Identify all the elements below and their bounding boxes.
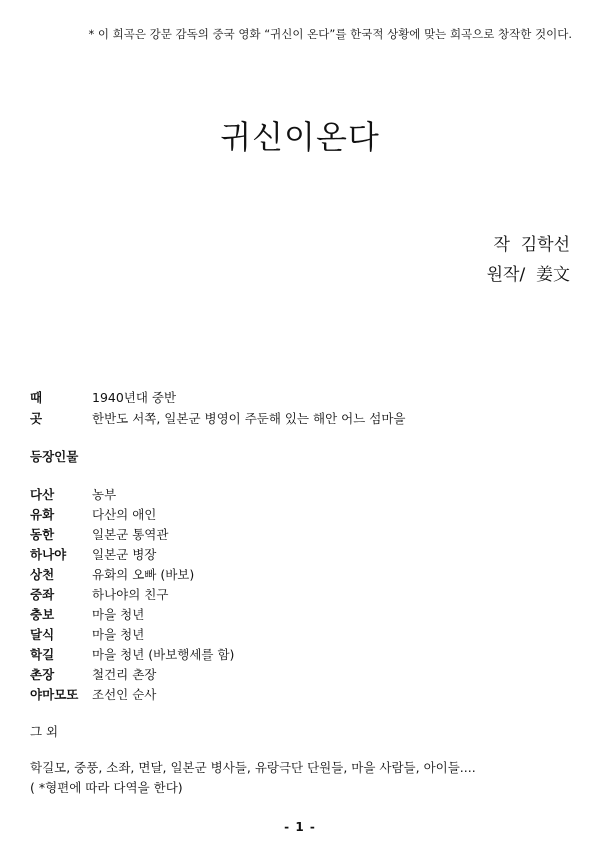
character-row <box>30 665 156 683</box>
setting-time <box>30 388 176 406</box>
character-name: 중좌 <box>30 587 55 602</box>
character-row <box>30 625 144 643</box>
character-name: 야마모또 <box>30 687 79 702</box>
others-list: 학길모, 중풍, 소좌, 면달, 일본군 병사들, 유랑극단 단원들, 마을 사람들, 아이들.... <box>30 760 476 775</box>
character-row <box>30 505 156 523</box>
character-desc: 일본군 병장 <box>92 547 157 562</box>
character-name: 다산 <box>30 487 55 502</box>
character-desc: 하나야의 친구 <box>92 587 169 602</box>
characters-heading: 등장인물 <box>30 449 79 464</box>
adaptation-note: * 이 희곡은 강문 감독의 중국 영화 “귀신이 온다”를 한국적 상황에 맞는 희곡으로 창작한 것이다. <box>88 27 572 41</box>
character-row <box>30 585 168 603</box>
page-number: - 1 - <box>284 820 316 834</box>
character-row <box>30 645 234 663</box>
character-row <box>30 485 116 503</box>
character-name: 동한 <box>30 527 55 542</box>
character-desc: 마을 청년 <box>92 627 145 642</box>
others-note: ( *형편에 따라 다역을 한다) <box>30 780 183 795</box>
character-desc: 다산의 애인 <box>92 507 157 522</box>
playwright-credit: 작 김학선 <box>493 235 570 255</box>
author-block <box>487 230 570 290</box>
character-desc: 마을 청년 (바보행세를 함) <box>92 647 235 662</box>
character-name: 학길 <box>30 647 55 662</box>
character-name: 유화 <box>30 507 55 522</box>
setting-time-label: 때 <box>30 390 43 405</box>
character-row <box>30 605 144 623</box>
character-desc: 유화의 오빠 (바보) <box>92 567 195 582</box>
setting-time-value: 1940년대 중반 <box>92 390 177 405</box>
character-desc: 일본군 통역관 <box>92 527 169 542</box>
character-row <box>30 685 156 703</box>
others-heading: 그 외 <box>30 724 59 739</box>
original-credit: 원작/ 姜文 <box>486 265 570 285</box>
character-name: 하나야 <box>30 547 67 562</box>
character-name: 상천 <box>30 567 55 582</box>
character-desc: 농부 <box>92 487 117 502</box>
character-row <box>30 565 194 583</box>
character-name: 충보 <box>30 607 55 622</box>
character-row <box>30 525 168 543</box>
character-desc: 철건리 촌장 <box>92 667 157 682</box>
setting-place-value: 한반도 서쪽, 일본군 병영이 주둔해 있는 해안 어느 섬마을 <box>92 411 406 426</box>
setting-place-label: 곳 <box>30 411 43 426</box>
play-title: 귀신이온다 <box>220 118 380 156</box>
character-row <box>30 545 156 563</box>
character-name: 달식 <box>30 627 55 642</box>
setting-place <box>30 409 406 427</box>
character-desc: 마을 청년 <box>92 607 145 622</box>
character-desc: 조선인 순사 <box>92 687 157 702</box>
character-name: 촌장 <box>30 667 55 682</box>
